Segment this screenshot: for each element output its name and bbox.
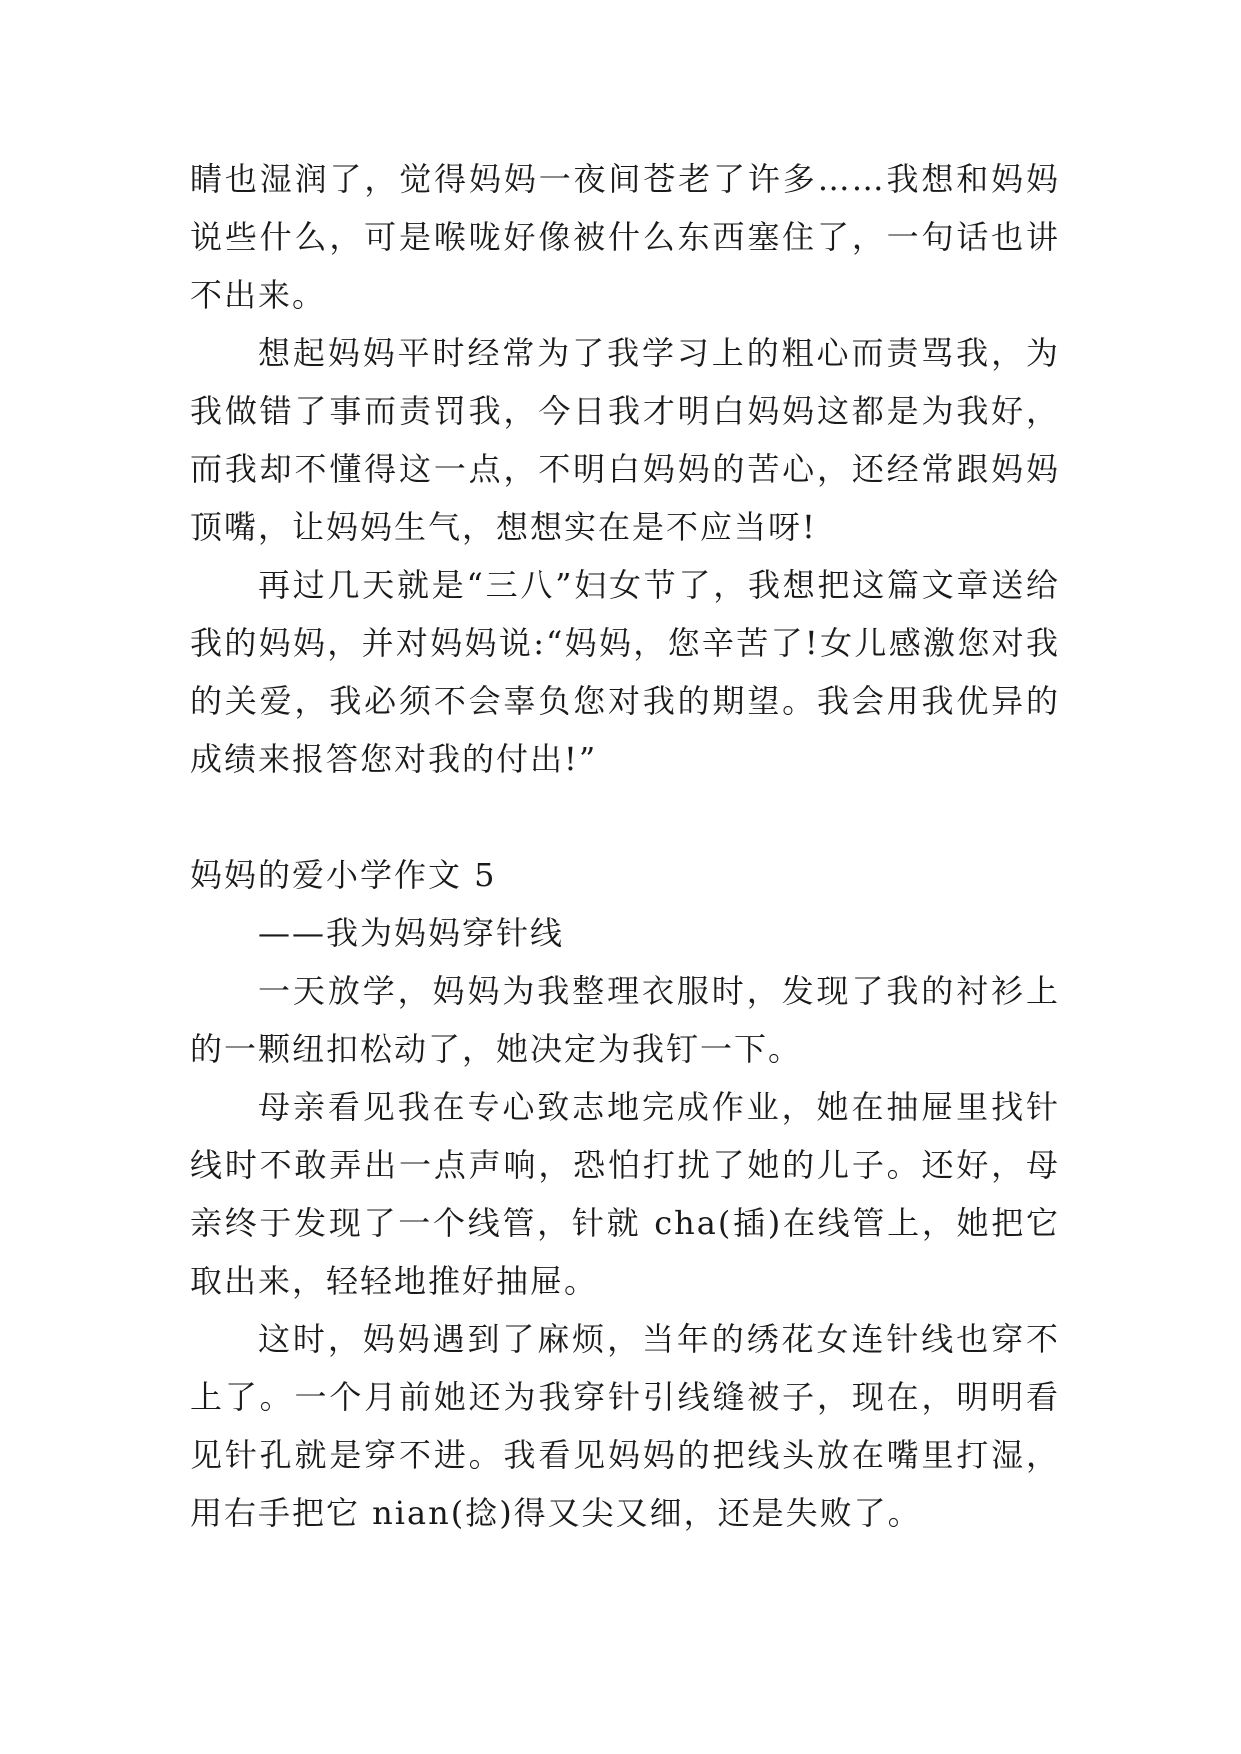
essay-heading: 妈妈的爱小学作文 5 [190, 856, 497, 894]
paragraph-drawer: 母亲看见我在专心致志地完成作业，她在抽屉里找针线时不敢弄出一点声响，恐怕打扰了她的儿子。还好，母亲终于发现了一个线管，针就 cha(插)在线管上，她把它取出来，轻轻地推好抽屉。 [190, 1088, 1060, 1300]
essay-body [190, 150, 1060, 1542]
paragraph-threading: 这时，妈妈遇到了麻烦，当年的绣花女连针线也穿不上了。一个月前她还为我穿针引线缝被子，现在，明明看见针孔就是穿不进。我看见妈妈的把线头放在嘴里打湿，用右手把它 nian(捻)得又尖又细，还是失败了。 [190, 1320, 1060, 1532]
essay-subtitle: ——我为妈妈穿针线 [258, 914, 565, 952]
paragraph-continued: 睛也湿润了，觉得妈妈一夜间苍老了许多……我想和妈妈说些什么，可是喉咙好像被什么东西塞住了，一句话也讲不出来。 [190, 160, 1060, 314]
paragraph-reflection: 想起妈妈平时经常为了我学习上的粗心而责骂我，为我做错了事而责罚我，今日我才明白妈妈这都是为我好，而我却不懂得这一点，不明白妈妈的苦心，还经常跟妈妈顶嘴，让妈妈生气，想想实在是不应当呀! [190, 334, 1060, 546]
paragraph-womens-day: 再过几天就是“三八”妇女节了，我想把这篇文章送给我的妈妈，并对妈妈说:“妈妈，您辛苦了!女儿感激您对我的关爱，我必须不会辜负您对我的期望。我会用我优异的成绩来报答您对我的付出!” [190, 566, 1060, 778]
paragraph-button: 一天放学，妈妈为我整理衣服时，发现了我的衬衫上的一颗纽扣松动了，她决定为我钉一下。 [190, 972, 1060, 1068]
